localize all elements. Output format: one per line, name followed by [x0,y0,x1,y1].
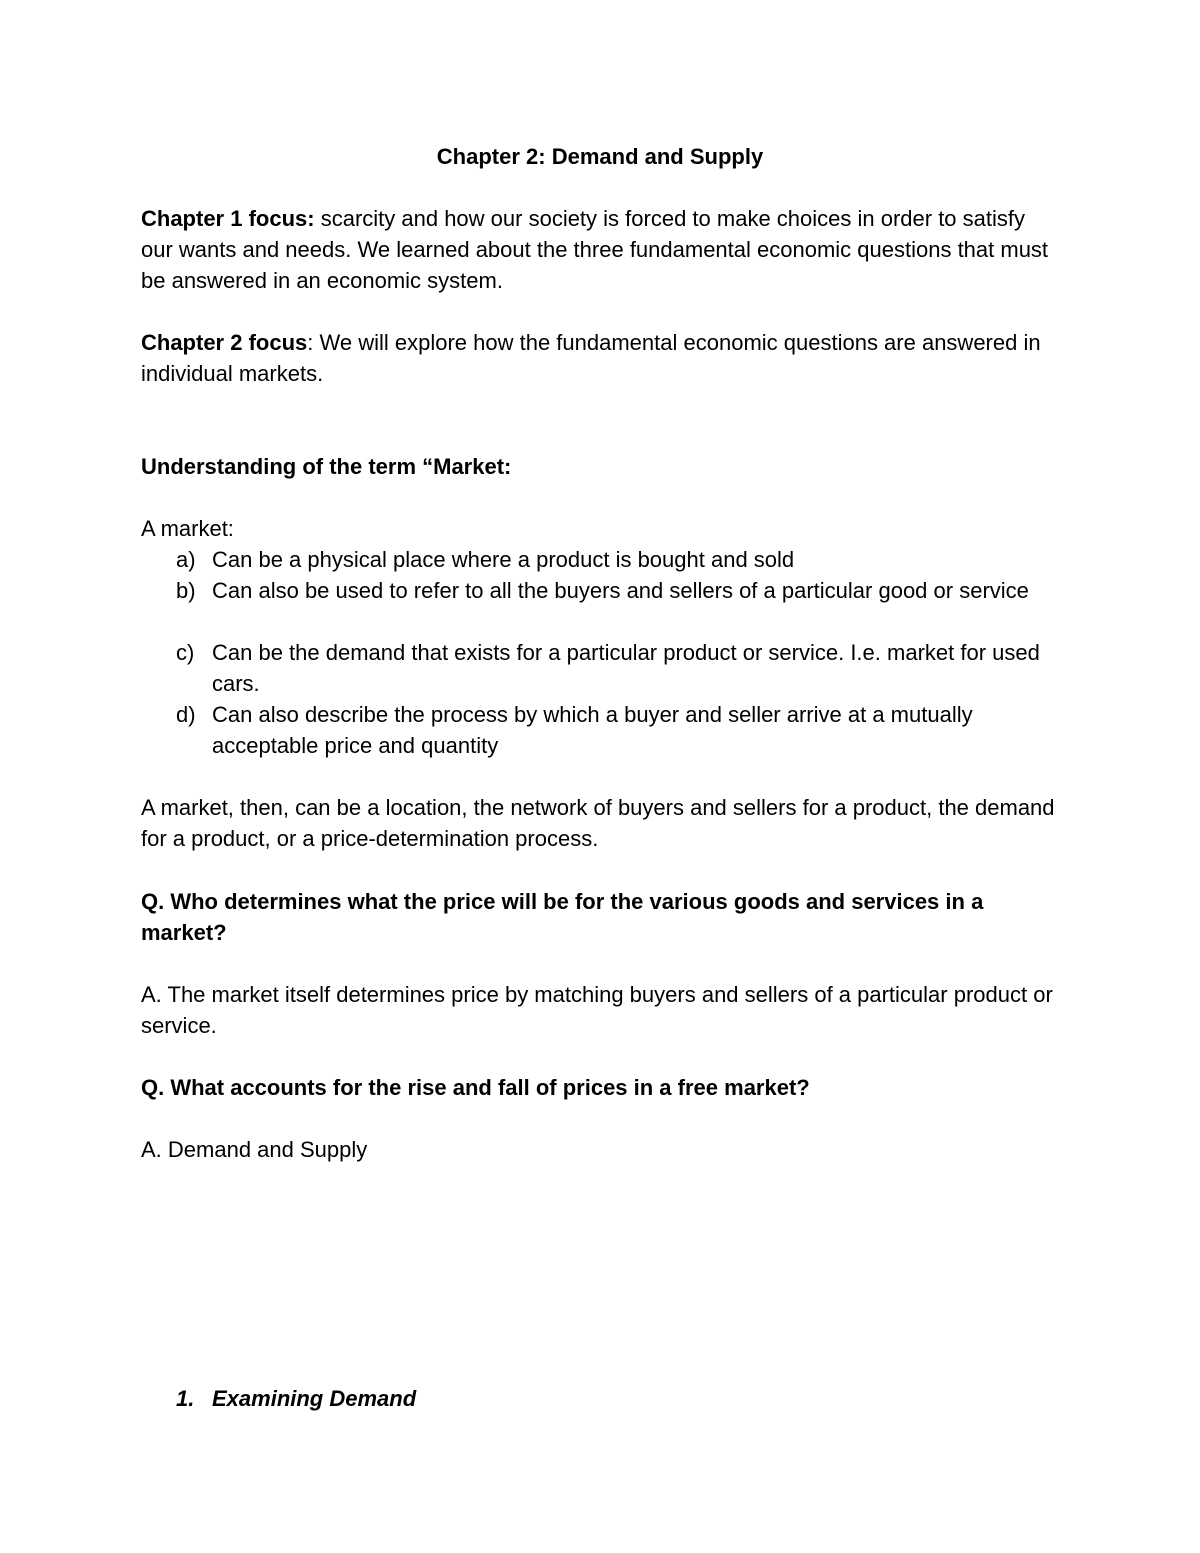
list-marker: c) [176,640,195,665]
list-item [176,544,1061,575]
list-item-text: Can be the demand that exists for a particular product or service. I.e. market for used cars. [212,640,1040,696]
chapter1-focus-label: Chapter 1 focus: [141,206,315,231]
list-item [176,699,1061,761]
list-item [176,575,1061,606]
list-marker: d) [176,702,196,727]
question-2: Q. What accounts for the rise and fall of prices in a free market? [141,1075,810,1100]
market-summary-paragraph: A market, then, can be a location, the network of buyers and sellers for a product, the demand for a product, or a price-determination process. [141,795,1055,851]
section-title: Examining Demand [212,1386,417,1411]
list-item-text: Can also describe the process by which a buyer and seller arrive at a mutually acceptable price and quantity [212,702,973,758]
section-number: 1. [176,1386,195,1411]
list-item [176,637,1061,699]
page-title: Chapter 2: Demand and Supply [436,144,764,169]
list-item-text: Can also be used to refer to all the buyers and sellers of a particular good or service [212,578,1029,603]
list-marker: a) [176,547,196,572]
list-item-text: Can be a physical place where a product is bought and sold [212,547,795,572]
list-marker: b) [176,578,196,603]
understanding-market-heading: Understanding of the term “Market: [141,454,512,479]
answer-1: A. The market itself determines price by matching buyers and sellers of a particular product or service. [141,982,1053,1038]
chapter2-focus-text: : We will explore how the fundamental economic questions are answered in individual markets. [141,330,1041,386]
answer-2: A. Demand and Supply [141,1137,368,1162]
section-heading-examining-demand [176,1383,416,1414]
chapter2-focus-label: Chapter 2 focus [141,330,308,355]
chapter1-focus-text: scarcity and how our society is forced to make choices in order to satisfy our wants and needs. We learned about the three fundamental economic questions that must be answered in an economic system. [141,206,1049,293]
market-intro: A market: [141,516,234,541]
question-1: Q. Who determines what the price will be for the various goods and services in a market? [141,889,984,945]
chapter2-focus-paragraph [141,327,1061,389]
chapter1-focus-paragraph [141,203,1061,296]
